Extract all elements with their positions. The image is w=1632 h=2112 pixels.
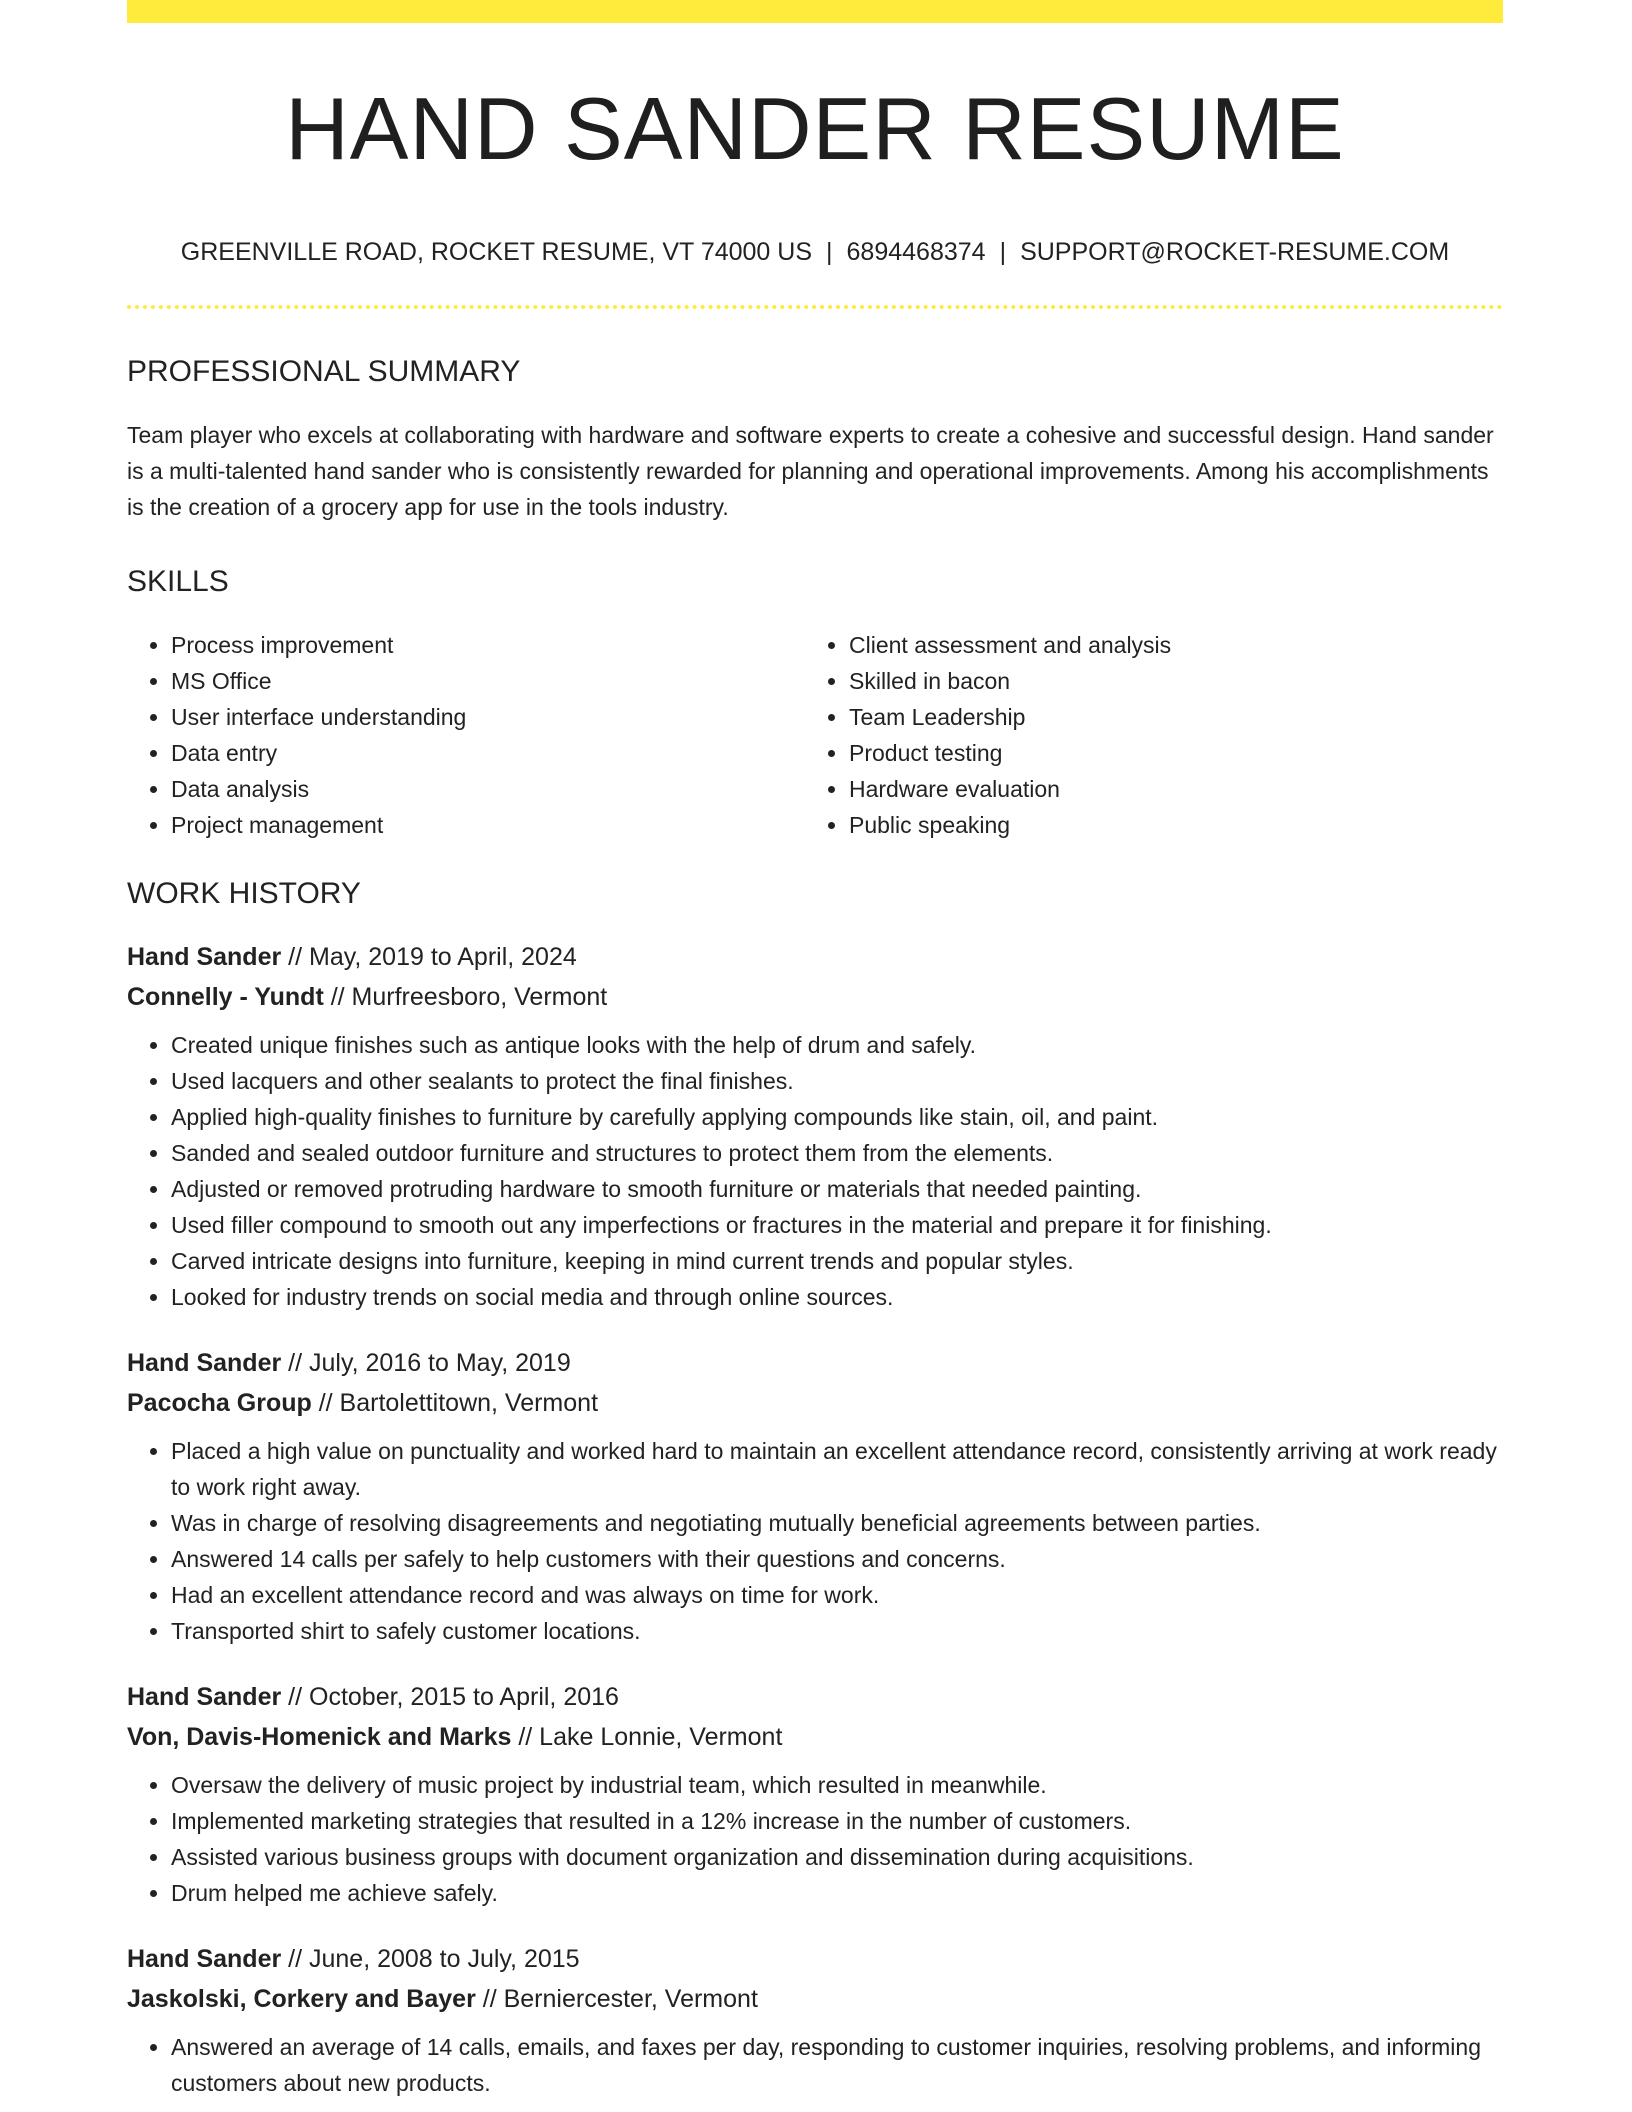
job-company: Connelly - Yundt [127,983,324,1011]
job-company-line [127,1979,1503,2019]
job-bullet: • Carved intricate designs into furniture, keeping in mind current trends and popular styles. [171,1243,1503,1279]
skill-item: • Project management [171,807,805,843]
summary-heading: PROFESSIONAL SUMMARY [127,355,521,388]
skills-columns [127,627,1503,843]
job-bullet: • Drum helped me achieve safely. [171,1875,1503,1911]
work-history-heading: WORK HISTORY [127,877,361,910]
job-role-line [127,1939,1503,1979]
job-bullet: • Oversaw the delivery of music project by industrial team, which resulted in meanwhile. [171,1767,1503,1803]
job-bullet: • Used lacquers and other sealants to protect the final finishes. [171,1063,1503,1099]
job-bullet: • Had an excellent attendance record and was always on time for work. [171,1577,1503,1613]
job-entry [127,1677,1503,1911]
job-role: Hand Sander [127,1349,282,1377]
job-bullet: • Adjusted or removed protruding hardware to smooth furniture or materials that needed painting. [171,1171,1503,1207]
job-bullet: • Implemented marketing strategies that resulted in a 12% increase in the number of customers. [171,1803,1503,1839]
skill-item: • Skilled in bacon [849,663,1483,699]
contact-email[interactable]: SUPPORT@ROCKET-RESUME.COM [1020,238,1450,266]
work-history-list [127,937,1503,2101]
job-bullet: • Assisted various business groups with document organization and dissemination during acquisitions. [171,1839,1503,1875]
job-entry [127,1343,1503,1649]
job-role: Hand Sander [127,1683,282,1711]
contact-address: GREENVILLE ROAD, ROCKET RESUME, VT 74000 US [180,238,813,266]
skill-item: • User interface understanding [171,699,805,735]
resume-page [127,0,1503,2101]
skills-list-right [805,627,1483,843]
job-bullet: • Transported shirt to safely customer locations. [171,1613,1503,1649]
skill-item: • Hardware evaluation [849,771,1483,807]
job-bullets [127,1027,1503,1315]
job-dates: // May, 2019 to April, 2024 [288,943,577,971]
job-bullets [127,1433,1503,1649]
contact-separator: | [999,238,1007,266]
job-bullet: • Used filler compound to smooth out any imperfections or fractures in the material and prepare it for finishing. [171,1207,1503,1243]
job-location: // Lake Lonnie, Vermont [518,1723,783,1751]
job-entry [127,937,1503,1315]
job-location: // Berniercester, Vermont [482,1985,758,2013]
job-bullet: • Answered 14 calls per safely to help customers with their questions and concerns. [171,1541,1503,1577]
skill-item: • Process improvement [171,627,805,663]
job-company: Pacocha Group [127,1389,312,1417]
skill-item: • Client assessment and analysis [849,627,1483,663]
job-dates: // October, 2015 to April, 2016 [288,1683,619,1711]
job-role-line [127,1677,1503,1717]
job-bullet: • Looked for industry trends on social media and through online sources. [171,1279,1503,1315]
job-dates: // July, 2016 to May, 2019 [288,1349,571,1377]
job-bullets [127,1767,1503,1911]
skill-item: • Team Leadership [849,699,1483,735]
job-company-line [127,1383,1503,1423]
job-bullet: • Created unique finishes such as antique looks with the help of drum and safely. [171,1027,1503,1063]
job-location: // Bartolettitown, Vermont [318,1389,599,1417]
skill-item: • Public speaking [849,807,1483,843]
job-bullet: • Sanded and sealed outdoor furniture and structures to protect them from the elements. [171,1135,1503,1171]
contact-phone: 6894468374 [846,238,986,266]
skills-list-left [127,627,805,843]
job-location: // Murfreesboro, Vermont [330,983,608,1011]
job-bullet: • Applied high-quality finishes to furniture by carefully applying compounds like stain, oil, and paint. [171,1099,1503,1135]
job-role: Hand Sander [127,943,282,971]
job-role: Hand Sander [127,1945,282,1973]
accent-top-bar [127,0,1503,23]
job-role-line [127,1343,1503,1383]
contact-separator: | [826,238,833,266]
job-role-line [127,937,1503,977]
skill-item: • Data entry [171,735,805,771]
job-bullets [127,2029,1503,2101]
contact-line [127,240,1503,265]
job-bullet: • Answered an average of 14 calls, emails, and faxes per day, responding to customer inquiries, resolving problems, and informing customers about new products. [171,2029,1503,2101]
job-company: Von, Davis-Homenick and Marks [127,1723,512,1751]
job-company-line [127,1717,1503,1757]
skill-item: • Product testing [849,735,1483,771]
job-company-line [127,977,1503,1017]
job-bullet: • Was in charge of resolving disagreements and negotiating mutually beneficial agreements between parties. [171,1505,1503,1541]
resume-title: HAND SANDER RESUME [285,79,1345,178]
job-dates: // June, 2008 to July, 2015 [288,1945,580,1973]
summary-text: Team player who excels at collaborating with hardware and software experts to create a cohesive and successful design. Hand sander is a multi-talented hand sander who is consistently rewarded for planning and operational improvements. Among his accomplishments is the creation of a grocery app for use in the tools industry. [127,422,1494,520]
skill-item: • MS Office [171,663,805,699]
skills-heading: SKILLS [127,565,229,598]
job-entry [127,1939,1503,2101]
dotted-divider [127,305,1503,309]
job-bullet: • Placed a high value on punctuality and worked hard to maintain an excellent attendance record, consistently arriving at work ready to work right away. [171,1433,1503,1505]
skill-item: • Data analysis [171,771,805,807]
job-company: Jaskolski, Corkery and Bayer [127,1985,476,2013]
